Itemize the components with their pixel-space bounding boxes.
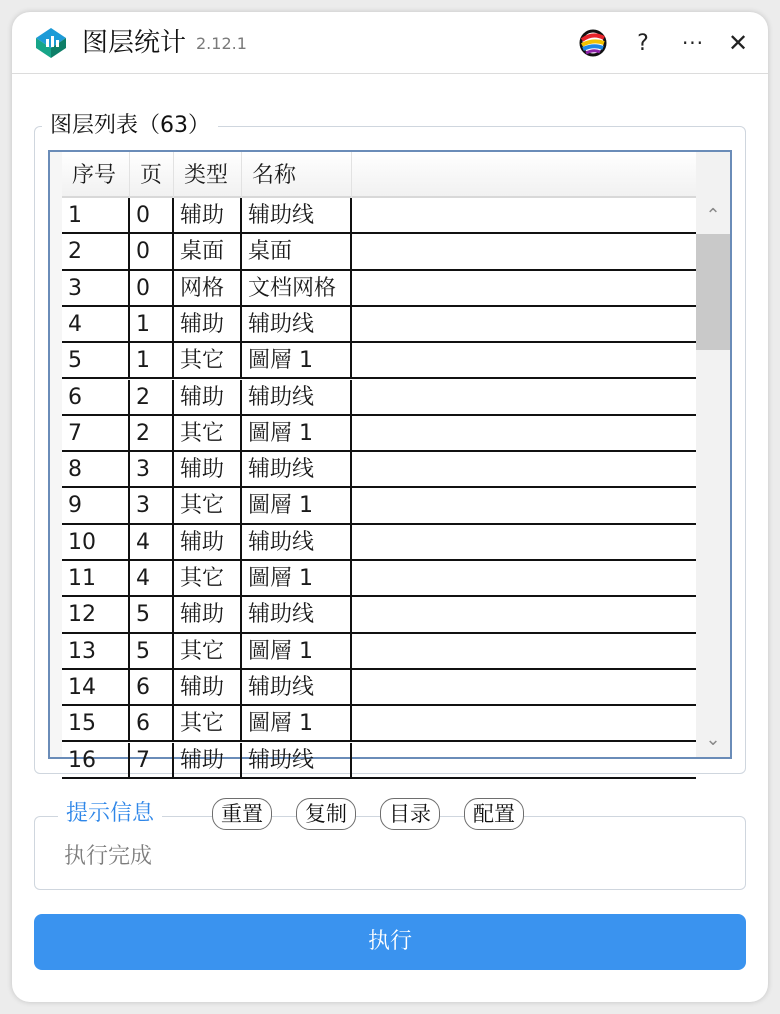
column-header-index[interactable]: 序号: [62, 152, 130, 198]
title-bar: [12, 12, 768, 74]
cell-empty: [352, 452, 696, 488]
cell-page: 6: [130, 670, 174, 706]
cell-empty: [352, 525, 696, 561]
cell-name: 辅助线: [242, 380, 352, 416]
config-button[interactable]: 配置: [464, 798, 524, 830]
table-row[interactable]: [62, 452, 696, 488]
cell-index: 4: [62, 307, 130, 343]
chevron-up-icon[interactable]: ⌃: [705, 204, 721, 226]
table-row[interactable]: [62, 670, 696, 706]
info-legend: 提示信息: [58, 798, 162, 830]
table-row[interactable]: [62, 307, 696, 343]
layer-list-legend: 图层列表（63）: [42, 110, 218, 142]
layer-table[interactable]: [48, 150, 732, 773]
cell-empty: [352, 198, 696, 234]
cell-page: 4: [130, 525, 174, 561]
cell-index: 6: [62, 380, 130, 416]
cell-type: 辅助: [174, 380, 242, 416]
cell-page: 3: [130, 452, 174, 488]
cell-name: 圖層 1: [242, 706, 352, 742]
table-row[interactable]: [62, 525, 696, 561]
catalog-button[interactable]: 目录: [380, 798, 440, 830]
cell-name: 圖層 1: [242, 343, 352, 379]
cell-index: 11: [62, 561, 130, 597]
cell-index: 12: [62, 597, 130, 633]
cell-empty: [352, 561, 696, 597]
cell-page: 0: [130, 234, 174, 270]
cell-empty: [352, 634, 696, 670]
cell-type: 辅助: [174, 670, 242, 706]
cell-empty: [352, 488, 696, 524]
cell-page: 5: [130, 597, 174, 633]
table-row[interactable]: [62, 198, 696, 234]
table-row[interactable]: [62, 271, 696, 307]
cell-empty: [352, 380, 696, 416]
cell-index: 3: [62, 271, 130, 307]
app-title: 图层统计: [82, 28, 187, 58]
cell-index: 15: [62, 706, 130, 742]
dialog-window: [12, 12, 768, 1002]
cell-empty: [352, 706, 696, 742]
cell-empty: [352, 307, 696, 343]
cell-name: 辅助线: [242, 198, 352, 234]
cell-name: 文档网格: [242, 271, 352, 307]
cell-empty: [352, 670, 696, 706]
cell-name: 辅助线: [242, 743, 352, 779]
table-row[interactable]: [62, 634, 696, 670]
cell-name: 桌面: [242, 234, 352, 270]
cell-page: 0: [130, 198, 174, 234]
cell-empty: [352, 743, 696, 779]
copy-button[interactable]: 复制: [296, 798, 356, 830]
cell-type: 辅助: [174, 198, 242, 234]
cell-index: 1: [62, 198, 130, 234]
cell-index: 14: [62, 670, 130, 706]
table-row[interactable]: [62, 234, 696, 270]
cell-index: 5: [62, 343, 130, 379]
cell-type: 其它: [174, 488, 242, 524]
row-header-gutter: [50, 152, 62, 757]
cell-page: 0: [130, 271, 174, 307]
cell-type: 其它: [174, 416, 242, 452]
cell-name: 辅助线: [242, 597, 352, 633]
brand-logo-icon[interactable]: [576, 26, 610, 60]
cell-name: 圖層 1: [242, 561, 352, 597]
cell-page: 1: [130, 343, 174, 379]
table-header: [62, 152, 696, 198]
cell-index: 16: [62, 743, 130, 779]
status-text: 执行完成: [64, 844, 153, 869]
cell-type: 桌面: [174, 234, 242, 270]
cell-page: 5: [130, 634, 174, 670]
cell-page: 2: [130, 416, 174, 452]
cell-type: 辅助: [174, 525, 242, 561]
cell-type: 网格: [174, 271, 242, 307]
chevron-down-icon[interactable]: ⌄: [705, 728, 721, 750]
cell-type: 其它: [174, 561, 242, 597]
cell-index: 8: [62, 452, 130, 488]
table-row[interactable]: [62, 416, 696, 452]
app-version: 2.12.1: [196, 34, 247, 53]
cell-name: 圖層 1: [242, 416, 352, 452]
cell-type: 其它: [174, 706, 242, 742]
cell-page: 7: [130, 743, 174, 779]
cell-name: 圖層 1: [242, 634, 352, 670]
table-row[interactable]: [62, 380, 696, 416]
cell-empty: [352, 416, 696, 452]
reset-button[interactable]: 重置: [212, 798, 272, 830]
cell-type: 辅助: [174, 452, 242, 488]
cell-page: 6: [130, 706, 174, 742]
cell-empty: [352, 343, 696, 379]
cell-name: 辅助线: [242, 452, 352, 488]
table-row[interactable]: [62, 743, 696, 779]
cell-page: 1: [130, 307, 174, 343]
cell-empty: [352, 271, 696, 307]
column-header-name[interactable]: 名称: [242, 152, 352, 198]
cell-type: 其它: [174, 634, 242, 670]
table-row[interactable]: [62, 597, 696, 633]
cell-name: 圖層 1: [242, 488, 352, 524]
cell-empty: [352, 234, 696, 270]
table-row[interactable]: [62, 488, 696, 524]
table-row[interactable]: [62, 343, 696, 379]
cell-page: 3: [130, 488, 174, 524]
execute-button[interactable]: 执行: [34, 914, 746, 970]
cell-type: 辅助: [174, 597, 242, 633]
column-header-page[interactable]: 页: [130, 152, 174, 198]
cell-type: 辅助: [174, 307, 242, 343]
more-icon[interactable]: ···: [681, 31, 705, 55]
cell-index: 10: [62, 525, 130, 561]
close-icon[interactable]: ✕: [727, 29, 749, 57]
table-row[interactable]: [62, 561, 696, 597]
help-icon[interactable]: ?: [637, 30, 649, 56]
vertical-scrollbar[interactable]: [696, 152, 730, 757]
cell-name: 辅助线: [242, 307, 352, 343]
cell-name: 辅助线: [242, 670, 352, 706]
column-header-type[interactable]: 类型: [174, 152, 242, 198]
cell-page: 2: [130, 380, 174, 416]
cell-page: 4: [130, 561, 174, 597]
cell-index: 9: [62, 488, 130, 524]
cell-type: 其它: [174, 343, 242, 379]
cell-index: 13: [62, 634, 130, 670]
scrollbar-thumb[interactable]: [696, 234, 730, 350]
cell-index: 7: [62, 416, 130, 452]
cell-empty: [352, 597, 696, 633]
cell-index: 2: [62, 234, 130, 270]
cell-type: 辅助: [174, 743, 242, 779]
table-row[interactable]: [62, 706, 696, 742]
cell-name: 辅助线: [242, 525, 352, 561]
app-logo-icon: [34, 26, 68, 60]
